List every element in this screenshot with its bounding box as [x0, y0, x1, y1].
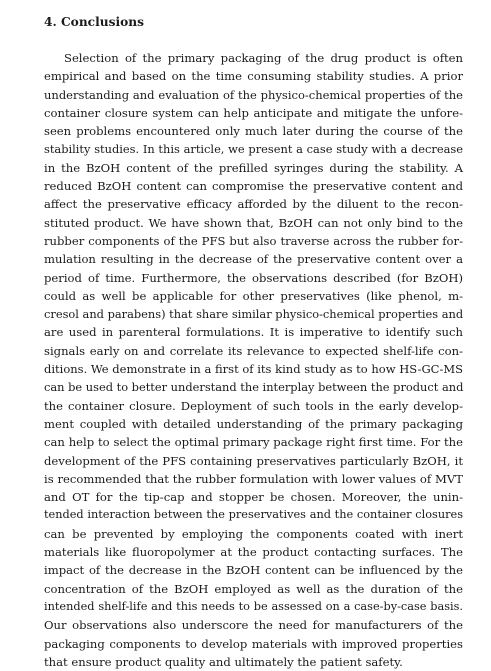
paragraph-line: signals early on and correlate its relevance to expected shelf-life con-: [44, 343, 463, 358]
paragraph-line: Our observations also underscore the need for manufacturers of the: [44, 618, 463, 633]
paragraph-line: can help to select the optimal primary package right first time. For the: [44, 435, 463, 450]
section-number: 4.: [44, 15, 57, 29]
paragraph-line: can be prevented by employing the components coated with inert: [44, 526, 463, 541]
paragraph-line: that ensure product quality and ultimately the patient safety.: [44, 654, 403, 669]
paragraph-line: cresol and parabens) that share similar physico-chemical properties and: [44, 307, 464, 322]
paragraph-line: period of time. Furthermore, the observations described (for BzOH): [44, 270, 463, 285]
paragraph-line: the container closure. Deployment of such tools in the early develop-: [44, 398, 463, 413]
paragraph-line: reduced BzOH content can compromise the preservative content and: [44, 179, 463, 194]
paragraph-line: development of the PFS containing preservatives particularly BzOH, it: [44, 453, 463, 468]
paragraph-line: impact of the decrease in the BzOH content can be influenced by the: [44, 563, 463, 578]
paragraph-line: Selection of the primary packaging of the drug product is often: [64, 51, 463, 65]
paragraph-line: empirical and based on the time consuming stability studies. A prior: [44, 69, 463, 84]
paragraph-line: packaging components to develop materials with improved properties: [44, 636, 463, 651]
paragraph-line: mulation resulting in the decrease of the preservative content over a: [44, 252, 463, 267]
section-heading: [44, 14, 463, 30]
paragraph-line: and OT for the tip-cap and stopper be chosen. Moreover, the unin-: [44, 490, 463, 505]
paragraph-line: are used in parenteral formulations. It is imperative to identify such: [44, 325, 463, 340]
paragraph-line: concentration of the BzOH employed as well as the duration of the: [44, 581, 463, 596]
paragraph-line: stituted product. We have shown that, BzOH can not only bind to the: [44, 215, 463, 230]
paragraph-line: tended interaction between the preservatives and the container closures: [44, 508, 463, 522]
paragraph-line: stability studies. In this article, we present a case study with a decrease: [44, 142, 463, 157]
paragraph-line: ment coupled with detailed understanding of the primary packaging: [44, 416, 463, 431]
paragraph-line: seen problems encountered only much later during the course of the: [44, 124, 463, 139]
paragraph-line: rubber components of the PFS but also traverse across the rubber for-: [44, 233, 463, 248]
section-title: Conclusions: [60, 15, 144, 29]
paragraph-line: ditions. We demonstrate in a first of its kind study as to how HS-GC-MS: [44, 362, 463, 377]
paragraph-line: affect the preservative efficacy afforded by the diluent to the recon-: [44, 197, 463, 212]
paragraph-line: intended shelf-life and this needs to be assessed on a case-by-case basis.: [44, 599, 463, 613]
paragraph-line: understanding and evaluation of the physico-chemical properties of the: [44, 87, 463, 102]
conclusions-paragraph: [44, 49, 463, 671]
paragraph-line: can be used to better understand the interplay between the product and: [44, 380, 464, 395]
paragraph-line: could as well be applicable for other preservatives (like phenol, m-: [44, 288, 463, 303]
document-page: [44, 14, 463, 671]
paragraph-line: container closure system can help anticipate and mitigate the unfore-: [44, 105, 463, 120]
paragraph-line: in the BzOH content of the prefilled syringes during the stability. A: [44, 160, 463, 175]
paragraph-line: materials like fluoropolymer at the product contacting surfaces. The: [44, 545, 463, 560]
paragraph-line: is recommended that the rubber formulation with lower values of MVT: [44, 471, 463, 486]
